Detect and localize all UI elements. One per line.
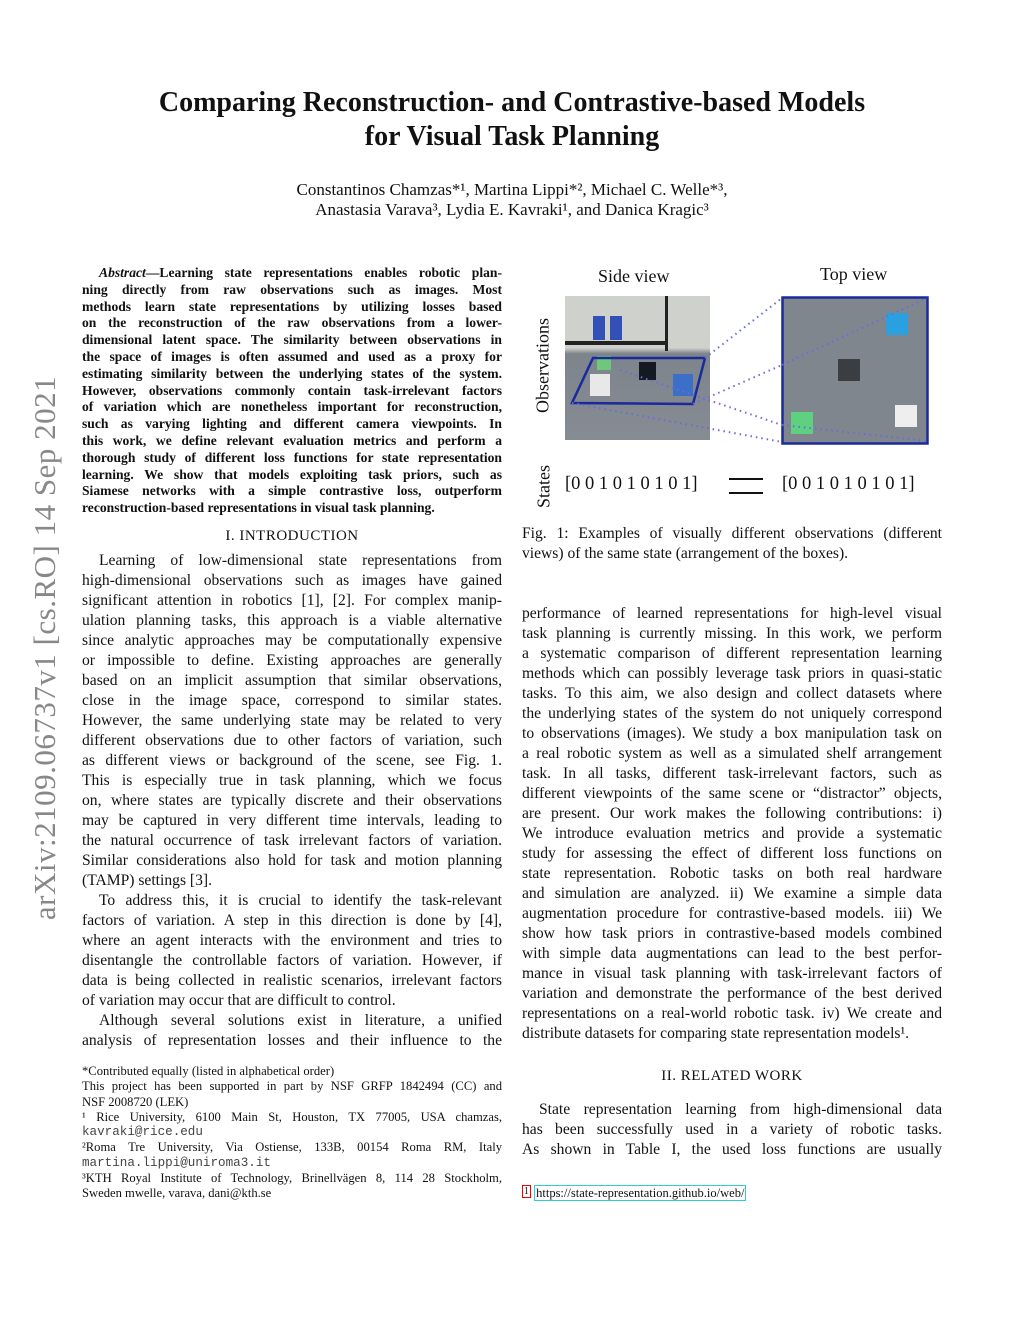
- equals-sign: [729, 478, 763, 494]
- abstract-line: learning. We show that models exploiting task priors, such as: [82, 466, 502, 482]
- caption-line: views) of the same state (arrangement of the boxes).: [522, 545, 849, 562]
- paragraph-line: To address this, it is crucial to identify the task-relevant: [99, 892, 502, 909]
- paragraph-line: a real robotic system as well as a simulated shelf arrangement: [522, 745, 942, 762]
- paragraph-line: significant attention in robotics [1], [2]. For complex manip-: [82, 592, 502, 609]
- paragraph-line: and simulation are analyzed. ii) We examine a simple data: [522, 885, 942, 902]
- paragraph-line: as different views or background of the scene, see Fig. 1.: [82, 752, 502, 769]
- workspace-outline: [572, 358, 705, 404]
- state-vector-side: [0 0 1 0 1 0 1 0 1]: [565, 474, 698, 494]
- correspondence-lines: [572, 298, 927, 442]
- abstract-line: ning directly from raw observations such as images. Most: [82, 281, 502, 297]
- paragraph-line: the natural occurrence of task irrelevant factors of variation.: [82, 832, 502, 849]
- paragraph-line: a systematic comparison of different representation learning: [522, 645, 942, 662]
- state-vector-top: [0 0 1 0 1 0 1 0 1]: [782, 474, 915, 494]
- paragraph-line: study for assessing the effect of different loss functions on: [522, 845, 942, 862]
- abstract-line: However, observations commonly contain task-irrelevant factors: [82, 382, 502, 398]
- abstract-line: on the reconstruction of the raw observations from a lower-: [82, 315, 502, 331]
- caption-line: Fig. 1: Examples of visually different observations (different: [522, 525, 942, 542]
- paragraph-line: variation and demonstrate the performance of the best derived: [522, 985, 942, 1002]
- abstract-line: reconstruction-based representations in visual task planning.: [82, 500, 435, 516]
- paragraph-line: We introduce evaluation metrics and provide a systematic: [522, 825, 942, 842]
- abstract-line: of variation which are nonetheless important for reconstruction,: [82, 399, 502, 415]
- paragraph-line: augmentation procedure for contrastive-based models. iii) We: [522, 905, 942, 922]
- footnote-url-link[interactable]: https://state-representation.github.io/web/: [536, 1186, 745, 1200]
- paragraph-line: Although several solutions exist in literature, a unified: [99, 1012, 502, 1029]
- abstract-label: Abstract: [99, 265, 146, 280]
- paragraph-line: based on an implicit assumption that similar observations,: [82, 672, 502, 689]
- abstract-line: this work, we define relevant evaluation metrics and perform a: [82, 432, 502, 448]
- footnote-line: ¹ Rice University, 6100 Main St, Houston, TX 77005, USA chamzas,: [82, 1109, 502, 1124]
- paragraph-line: task. In all tasks, different task-irrelevant factors, such as: [522, 765, 942, 782]
- abstract-text: —Learning state representations enables robotic plan-: [145, 265, 502, 280]
- footnote-line: This project has been supported in part by NSF GRFP 1842494 (CC) and: [82, 1079, 502, 1094]
- figure-caption: [522, 524, 942, 564]
- footnotes: [82, 1064, 502, 1202]
- paragraph-line: methods which can possibly leverage task priors in quasi-static: [522, 665, 942, 682]
- paragraph-line: may be captured in very different time intervals, leading to: [82, 812, 502, 829]
- paragraph-line: the underlying states of the system do not uniquely correspond: [522, 705, 942, 722]
- paragraph-line: state representation. Robotic tasks on both real hardware: [522, 865, 942, 882]
- paragraph-line: or impossible to define. Existing approaches are generally: [82, 652, 502, 669]
- abstract: [82, 265, 502, 517]
- paragraph-line: As shown in Table I, the used loss functions are usually: [522, 1141, 942, 1158]
- paragraph-line: different observations due to other factors of variation, such: [82, 732, 502, 749]
- abstract-line: Siamese networks with a simple contrastive loss, outperform: [82, 483, 502, 499]
- paragraph-line: since analytic approaches may be computationally expensive: [82, 632, 502, 649]
- paragraph-line: Learning of low-dimensional state representations from: [99, 552, 502, 569]
- abstract-line: methods learn state representations by utilizing losses based: [82, 298, 502, 314]
- top-view-label: Top view: [820, 264, 888, 284]
- paragraph-line: tasks. To this aim, we also design and collect datasets where: [522, 685, 942, 702]
- section-heading-related-work: II. RELATED WORK: [661, 1068, 803, 1084]
- paragraph-line: This is especially true in task planning, which we focus: [82, 772, 502, 789]
- abstract-line: estimating similarity between the underlying states of the system.: [82, 365, 502, 381]
- footnote-line: *Contributed equally (listed in alphabetical order): [82, 1064, 335, 1078]
- side-view-label: Side view: [598, 266, 670, 286]
- paper-title: [0, 86, 1024, 154]
- paragraph-line: ulation planning tasks, this approach is a viable alternative: [82, 612, 502, 629]
- paragraph-line: analysis of representation losses and their influence to the: [82, 1032, 502, 1049]
- footnote-line: Sweden mwelle, varava, dani@kth.se: [82, 1186, 272, 1201]
- footnote-line: kavraki@rice.edu: [82, 1125, 203, 1140]
- paragraph-line: Similar considerations also hold for task and motion planning: [82, 852, 502, 869]
- author-line: Constantinos Chamzas*¹, Martina Lippi*², Michael C. Welle*³,: [296, 180, 728, 199]
- author-list: [0, 180, 1024, 220]
- related-work-body: [522, 1100, 942, 1160]
- introduction-body: [82, 551, 502, 1051]
- paragraph-line: close in the image space, correspond to similar states.: [82, 692, 502, 709]
- footnote-mark: 1: [524, 1186, 529, 1197]
- footnote-line: ³KTH Royal Institute of Technology, Brinellvägen 8, 114 28 Stockholm,: [82, 1171, 502, 1186]
- paragraph-line: However, the same underlying state may be related to very: [82, 712, 502, 729]
- paragraph-line: high-dimensional observations such as images have gained: [82, 572, 502, 589]
- paragraph-line: disentangle the controllable factors of variation. However, if: [82, 952, 502, 969]
- arxiv-stamp: arXiv:2109.06737v1 [cs.RO] 14 Sep 2021: [27, 375, 62, 921]
- figure-overlay: [520, 260, 950, 460]
- paragraph-line: distribute datasets for comparing state representation models¹.: [522, 1025, 910, 1042]
- paragraph-line: (TAMP) settings [3].: [82, 872, 212, 889]
- paragraph-line: representations on a real-world robotic task. iv) We create and: [522, 1005, 942, 1022]
- section-heading-introduction: I. INTRODUCTION: [225, 528, 359, 544]
- paragraph-line: are present. Our work makes the following contributions: i): [522, 805, 942, 822]
- footnote-link-row: [522, 1186, 746, 1201]
- footnote-line: martina.lippi@uniroma3.it: [82, 1155, 271, 1170]
- top-view-frame: [783, 298, 928, 444]
- paragraph-line: where an agent interacts with the environment and tries to: [82, 932, 502, 949]
- paragraph-line: State representation learning from high-dimensional data: [539, 1101, 942, 1118]
- footnote-line: ²Roma Tre University, Via Ostiense, 133B, 00154 Roma RM, Italy: [82, 1140, 502, 1155]
- abstract-line: dimensional latent space. The similarity between observations in: [82, 332, 502, 348]
- paragraph-line: on, where states are typically discrete and their observations: [82, 792, 502, 809]
- right-column-body: [522, 604, 942, 1044]
- paragraph-line: with simple data augmentations can lead to the best perfor-: [522, 945, 942, 962]
- paragraph-line: different viewpoints of the same scene or “distractor” objects,: [522, 785, 942, 802]
- paragraph-line: has been successfully used in a variety of robotic tasks.: [522, 1121, 942, 1138]
- observations-label: Observations: [532, 318, 553, 413]
- footnote-line: NSF 2008720 (LEK): [82, 1094, 189, 1109]
- paragraph-line: of variation may occur that are difficult to control.: [82, 992, 396, 1009]
- abstract-line: [82, 265, 502, 282]
- paragraph-line: data is being collected in realistic scenarios, irrelevant factors: [82, 972, 502, 989]
- states-label: States: [533, 465, 554, 508]
- paragraph-line: to observations (images). We study a box manipulation task on: [522, 725, 942, 742]
- abstract-line: such as varying lighting and different camera viewpoints. In: [82, 416, 502, 432]
- paragraph-line: factors of variation. A step in this direction is done by [4],: [82, 912, 502, 929]
- title-line: for Visual Task Planning: [364, 121, 660, 152]
- paragraph-line: performance of learned representations for high-level visual: [522, 605, 942, 622]
- paragraph-line: task planning is currently missing. In this work, we perform: [522, 625, 942, 642]
- paragraph-line: show how task priors in contrastive-based models combined: [522, 925, 942, 942]
- title-line: Comparing Reconstruction- and Contrastive-based Models: [158, 87, 866, 118]
- abstract-line: thorough study of different loss functions for state representation: [82, 449, 502, 465]
- abstract-line: the space of images is often assumed and used as a proxy for: [82, 348, 502, 364]
- author-line: Anastasia Varava³, Lydia E. Kavraki¹, and Danica Kragic³: [315, 200, 709, 219]
- paragraph-line: mance in visual task planning with task-irrelevant factors of: [522, 965, 942, 982]
